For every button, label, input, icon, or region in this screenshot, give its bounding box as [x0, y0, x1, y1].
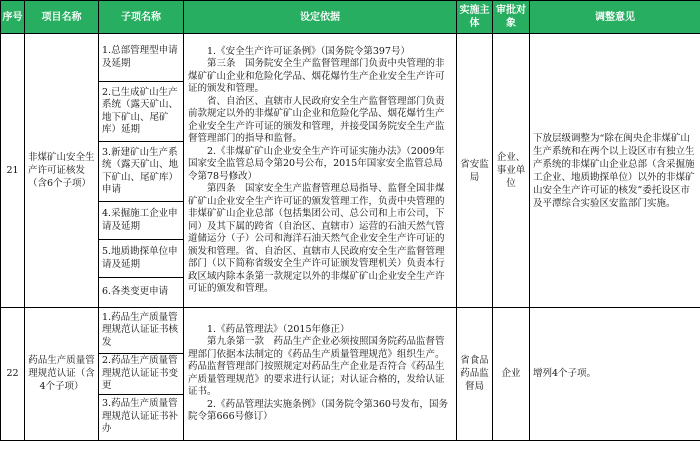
header-seq: 序号 [1, 1, 25, 34]
row-opinion: 增列4个子项。 [530, 308, 700, 441]
table-row [1, 34, 700, 82]
sub-item: 2.药品生产质量管理规范认证证书变更 [99, 354, 184, 395]
sub-item: 1.药品生产质量管理规范认证证书核发 [99, 308, 184, 354]
header-subject: 实施主体 [457, 1, 493, 34]
header-object: 审批对象 [493, 1, 530, 34]
header-item-name: 项目名称 [25, 1, 99, 34]
header-basis: 设定依据 [184, 1, 457, 34]
row-basis [184, 34, 457, 308]
basis-paragraph: 2.《非煤矿矿山企业安全生产许可证实施办法》（2009年国家安全监管总局令第20号公布，2015年国家安全监管总局令第78号修改） [188, 145, 445, 182]
basis-paragraph: 第三条 国务院安全生产监督管理部门负责中央管理的非煤矿矿山企业和危险化学品、烟花爆竹生产企业安全生产许可证的颁发和管理。 [188, 58, 445, 94]
table-row [1, 308, 700, 354]
row-item-name: 非煤矿山安全生产许可证核发（含6个子项） [25, 34, 99, 308]
row-seq: 21 [1, 34, 25, 308]
row-opinion: 下放层级调整为“除在闽央企非煤矿山生产系统和在两个以上设区市有独立生产系统的非煤矿山企业总部（含采掘施工企业、地质勘探单位）以外的非煤矿山安全生产许可证的核发”委托设区市及平潭综合实验区安监部门实施。 [530, 34, 700, 308]
basis-paragraph: 2.《药品管理法实施条例》（国务院令第360号发布，国务院令第666号修订） [188, 398, 448, 423]
row-object: 企业 [493, 308, 530, 441]
sub-item: 5.地质勘探单位申请及延期 [99, 240, 184, 278]
sub-item: 3.药品生产质量管理规范认证证书补办 [99, 394, 184, 440]
sub-item: 6.各类变更申请 [99, 278, 184, 308]
sub-item: 2.已生成矿山生产系统（露天矿山、地下矿山、尾矿库）延期 [99, 82, 184, 142]
basis-paragraph: 1.《药品管理法》（2015年修正） [207, 323, 350, 335]
row-subject: 省安监局 [457, 34, 493, 308]
sub-item: 4.采掘施工企业申请及延期 [99, 202, 184, 240]
row-basis [184, 308, 457, 441]
basis-paragraph: 1.《安全生产许可证条例》（国务院令第397号） [207, 45, 410, 57]
row-seq: 22 [1, 308, 25, 441]
basis-paragraph: 第九条第一款 药品生产企业必须按照国务院药品监督管理部门依据本法制定的《药品生产质量管理规范》组织生产。药品监督管理部门按照规定对药品生产企业是否符合《药品生产质量管理规范》的要求进行认证；对认证合格的，发给认证证书。 [188, 336, 445, 398]
header-sub-item: 子项名称 [99, 1, 184, 34]
sub-item: 1.总部管理型申请及延期 [99, 34, 184, 82]
basis-paragraph: 第四条 国家安全生产监督管理总局指导、监督全国非煤矿矿山企业安全生产许可证的颁发管理工作，负责中央管理的非煤矿矿山企业总部（包括集团公司、总公司和上市公司，下同）及其下属的跨省（自治区、直辖市）运营的石油天然气管道储运分（子）公司和海洋石油天然气企业安全生产许可证的颁发和管理。省、自治区、直辖市人民政府安全生产监督管理部门（以下简称省级安全生产许可证颁发管理机关）负责本行政区域内除本条第一款规定以外的非煤矿矿山企业安全生产许可证的颁发和管理。 [188, 183, 445, 294]
header-opinion: 调整意见 [530, 1, 700, 34]
header-row [1, 1, 700, 34]
basis-paragraph: 省、自治区、直辖市人民政府安全生产监督管理部门负责前款规定以外的非煤矿矿山企业和危险化学品、烟花爆竹生产企业安全生产许可证的颁发和管理，并接受国务院安全生产监督管理部门的指导和监督。 [188, 95, 445, 144]
row-object: 企业、事业单位 [493, 34, 530, 308]
sub-item: 3.新建矿山生产系统（露天矿山、地下矿山、尾矿库）申请 [99, 142, 184, 202]
row-item-name: 药品生产质量管理规范认证（含4个子项） [25, 308, 99, 441]
row-subject: 省食品药品监督局 [457, 308, 493, 441]
